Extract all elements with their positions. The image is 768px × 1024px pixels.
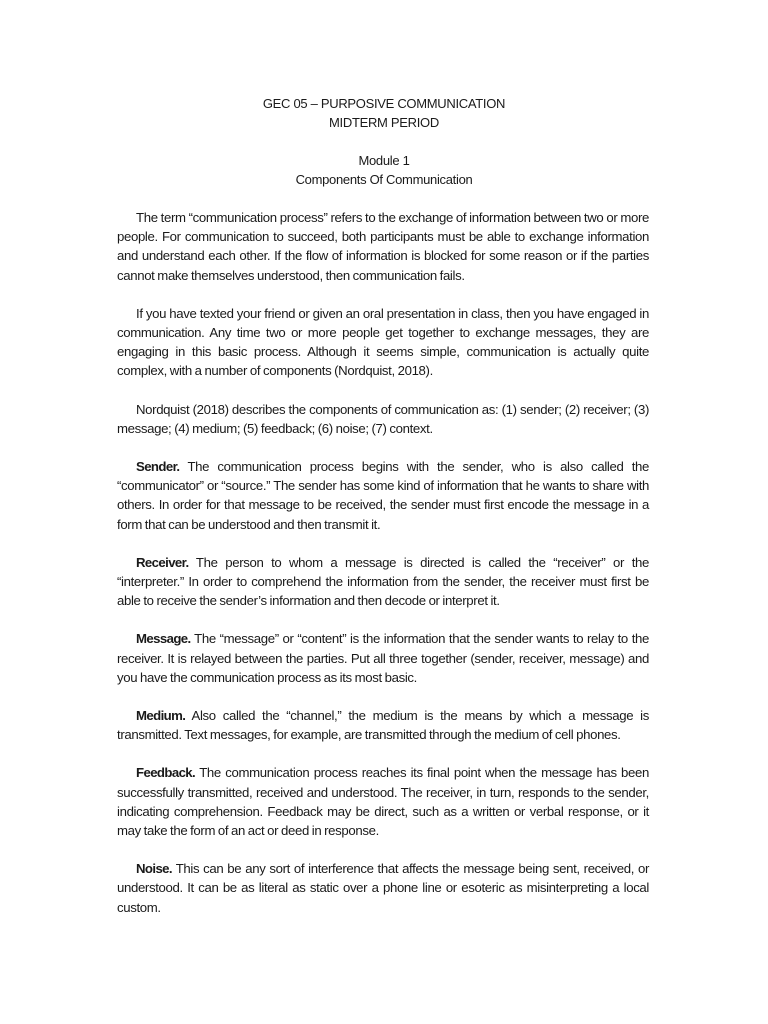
- receiver-term: Receiver.: [136, 554, 189, 570]
- feedback-term: Feedback.: [136, 765, 196, 781]
- intro-paragraph-2: If you have texted your friend or given an oral presentation in class, then you have engaged in communication. Any time two or more people get together to exchange messages, they are engaging in this basic process. Although it seems simple, communication is actually quite complex, with a number of components (Nordquist, 2018).: [117, 305, 649, 379]
- module-number: Module 1: [358, 153, 410, 168]
- noise-text: This can be any sort of interference that affects the message being sent, received, or understood. It can be as literal as static over a phone line or esoteric as misinterpreting a local custom.: [117, 861, 649, 915]
- medium-text: Also called the “channel,” the medium is the means by which a message is transmitted. Text messages, for example, are transmitted through the medium of cell phones.: [117, 708, 649, 743]
- noise-term: Noise.: [136, 861, 172, 877]
- receiver-text: The person to whom a message is directed is called the “receiver” or the “interpreter.” In order to comprehend the information from the sender, the receiver must first be able to receive the sender’s information and then decode or interpret it.: [117, 554, 649, 609]
- intro-paragraph-3: Nordquist (2018) describes the components of communication as: (1) sender; (2) receiver; (3) message; (4) medium; (5) feedback; (6) noise; (7) context.: [117, 401, 649, 436]
- medium-term: Medium.: [136, 708, 186, 724]
- document-body: [117, 208, 649, 936]
- component-medium: [117, 706, 649, 744]
- period-title: MIDTERM PERIOD: [329, 115, 439, 130]
- feedback-text: The communication process reaches its final point when the message has been successfully transmitted, received and understood. The receiver, in turn, responds to the sender, indicating comprehension. Feedback may be direct, such as a written or verbal response, or it may take the form of an act or deed in response.: [117, 765, 649, 839]
- component-noise: [117, 859, 649, 917]
- component-feedback: [117, 763, 649, 840]
- component-sender: [117, 457, 649, 534]
- document-header: [0, 94, 768, 132]
- course-title: GEC 05 – PURPOSIVE COMMUNICATION: [262, 96, 506, 111]
- message-text: The “message” or “content” is the information that the sender wants to relay to the receiver. It is relayed between the parties. Put all three together (sender, receiver, message) and you have the communication process as its most basic.: [117, 631, 649, 685]
- sender-term: Sender.: [136, 459, 180, 475]
- sender-text: The communication process begins with the sender, who is also called the “communicator” or “source.” The sender has some kind of information that he wants to share with others. In order for that message to be received, the sender must first encode the message in a form that can be understood and then transmit it.: [117, 459, 649, 532]
- component-message: [117, 629, 649, 687]
- component-receiver: [117, 553, 649, 611]
- module-header: [0, 151, 768, 189]
- module-title: Components Of Communication: [295, 172, 473, 187]
- message-term: Message.: [136, 631, 191, 647]
- intro-paragraph-1: The term “communication process” refers to the exchange of information between two or more people. For communication to succeed, both participants must be able to exchange information and understand each other. If the flow of information is blocked for some reason or if the parties cannot make themselves understood, then communication fails.: [117, 210, 649, 283]
